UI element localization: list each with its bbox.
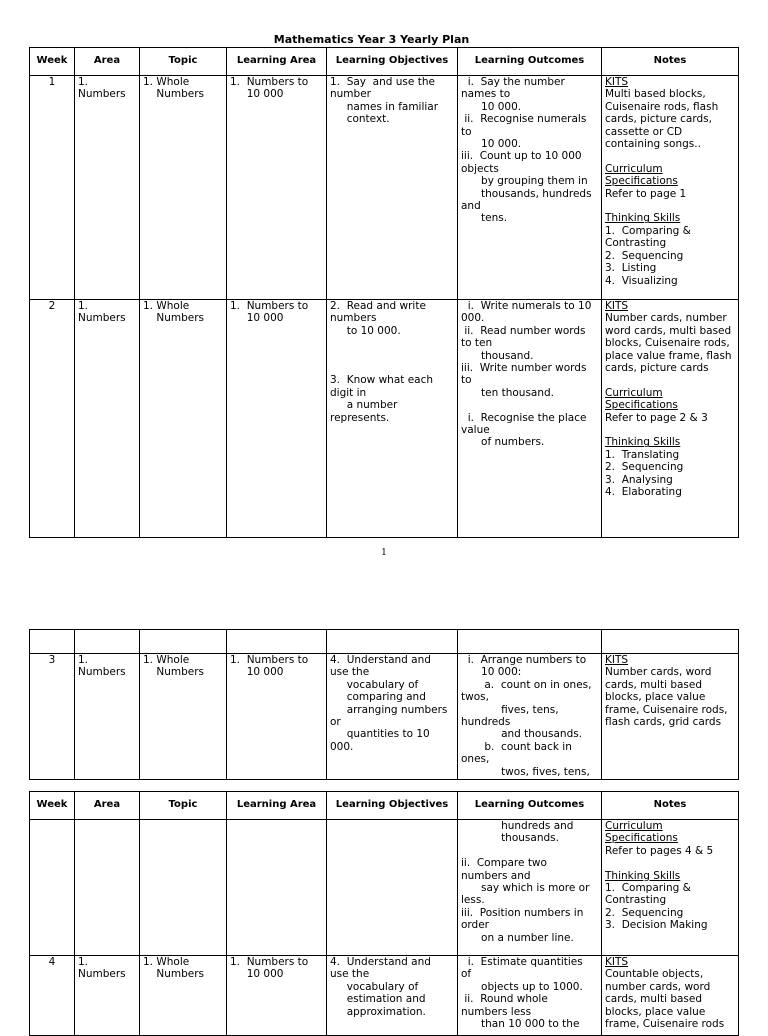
- area-cell: [75, 300, 140, 538]
- notes-line: frame, Cuisenaire rods: [605, 1018, 725, 1031]
- header-topic: Topic: [140, 792, 227, 820]
- notes-line: 3. Decision Making: [605, 919, 708, 932]
- cell-line: a. count on in ones,: [461, 678, 592, 691]
- notes-line: blocks, place value: [605, 1005, 706, 1018]
- notes-line: cards, multi based: [605, 678, 703, 691]
- notes-line: place value frame, flash: [605, 349, 732, 362]
- cell-line: 10 000: [230, 88, 284, 101]
- cell-line: numbers less: [461, 1005, 532, 1018]
- notes-line: 4. Elaborating: [605, 486, 682, 499]
- cell-line: [330, 362, 454, 374]
- notes-line: containing songs..: [605, 138, 701, 151]
- cell-line: of numbers.: [461, 436, 545, 449]
- table-row: [30, 76, 739, 300]
- cell-line: 4. Understand and: [330, 654, 431, 666]
- cell-line: to ten: [461, 337, 493, 350]
- header-learning-objectives: Learning Objectives: [327, 792, 458, 820]
- cell-line: [330, 337, 454, 349]
- notes-line: cards, picture cards: [605, 362, 709, 375]
- week-cell: 1: [30, 76, 75, 300]
- notes-heading: Curriculum: [605, 162, 663, 175]
- cell-line: use the: [330, 968, 370, 981]
- cell-line: 1.: [78, 300, 89, 312]
- cell-line: ii. Compare two: [461, 857, 547, 870]
- notes-cell: [602, 76, 739, 300]
- header-learning-area: Learning Area: [227, 48, 327, 76]
- header-topic: Topic: [140, 48, 227, 76]
- cell-line: 1.: [78, 654, 89, 666]
- notes-line: Refer to page 2 & 3: [605, 411, 708, 424]
- week-cell: 4: [30, 956, 75, 1036]
- notes-line: Multi based blocks,: [605, 88, 706, 101]
- cell-line: thousands.: [461, 832, 559, 845]
- cell-line: i. Say the number: [461, 76, 565, 88]
- area-cell: [75, 654, 140, 780]
- notes-heading: KITS: [605, 956, 629, 968]
- header-learning-area: Learning Area: [227, 792, 327, 820]
- notes-line: 2. Sequencing: [605, 906, 684, 919]
- cell-line: i. Arrange numbers to: [461, 654, 587, 666]
- cell-line: or: [330, 716, 341, 729]
- notes-line: 1. Comparing &: [605, 882, 691, 895]
- cell-line: digit in: [330, 386, 367, 399]
- cell-line: numbers and: [461, 869, 531, 882]
- cell-line: of: [461, 968, 472, 981]
- notes-line: [605, 424, 735, 436]
- yearly-plan-table-2: [29, 629, 739, 780]
- cell-line: names to: [461, 88, 511, 101]
- table-row: [30, 300, 739, 538]
- cell-line: 1. Whole: [143, 300, 190, 312]
- cell-line: 1. Numbers to: [230, 956, 309, 968]
- cell-line: Numbers: [143, 666, 205, 679]
- topic-cell: [140, 654, 227, 780]
- outcomes-cell: [458, 654, 602, 780]
- notes-line: number cards, word: [605, 980, 711, 993]
- cell-line: objects up to 1000.: [461, 980, 583, 993]
- header-learning-outcomes: Learning Outcomes: [458, 792, 602, 820]
- header-row: [30, 792, 739, 820]
- cell-line: objects: [461, 162, 499, 175]
- header-notes: Notes: [602, 792, 739, 820]
- objectives-cell: [327, 654, 458, 780]
- cell-line: i. Estimate quantities: [461, 956, 583, 968]
- cell-line: context.: [330, 113, 390, 126]
- cell-line: hundreds and: [461, 820, 574, 832]
- notes-line: blocks, Cuisenaire rods,: [605, 337, 730, 350]
- notes-line: [605, 857, 735, 869]
- outcomes-cell: [458, 76, 602, 300]
- cell-line: 4. Understand and: [330, 956, 431, 968]
- cell-line: to 10 000.: [330, 324, 401, 337]
- cell-line: iii. Count up to 10 000: [461, 150, 582, 163]
- yearly-plan-table-3: [29, 791, 739, 1036]
- notes-line: Number cards, word: [605, 666, 712, 679]
- cell-line: 10 000: [230, 312, 284, 325]
- header-area: Area: [75, 48, 140, 76]
- cell-line: and thousands.: [461, 728, 583, 741]
- cell-line: to: [461, 374, 472, 387]
- cell-line: 10 000:: [461, 666, 522, 679]
- cell-line: hundreds: [461, 716, 511, 729]
- cell-line: 1. Whole: [143, 956, 190, 968]
- cell-line: i. Recognise the place: [461, 411, 587, 424]
- cell-line: [330, 350, 454, 362]
- cell-line: 3. Know what each: [330, 374, 434, 387]
- cell-line: value: [461, 424, 490, 437]
- notes-heading: Specifications: [605, 175, 678, 188]
- learning-area-cell: [227, 76, 327, 300]
- cell-line: ii. Round whole: [461, 993, 548, 1006]
- cell-line: 1. Whole: [143, 654, 190, 666]
- cell-line: less.: [461, 894, 485, 907]
- cell-line: 1. Numbers to: [230, 300, 309, 312]
- notes-line: 2. Sequencing: [605, 249, 684, 262]
- cell-line: and: [461, 200, 481, 213]
- notes-heading: Curriculum: [605, 820, 663, 832]
- cell-line: on a number line.: [461, 931, 574, 944]
- table-row: [30, 820, 739, 956]
- cell-line: twos, fives, tens,: [461, 765, 590, 778]
- notes-line: cassette or CD: [605, 125, 683, 138]
- cell-line: twos,: [461, 691, 489, 704]
- cell-line: 1.: [78, 76, 89, 88]
- notes-line: 1. Translating: [605, 448, 680, 461]
- cell-line: a number: [330, 399, 398, 412]
- cell-line: ten thousand.: [461, 386, 555, 399]
- cell-line: comparing and: [330, 691, 426, 704]
- cell-line: than 10 000 to the: [461, 1018, 580, 1031]
- table-row: [30, 654, 739, 780]
- notes-line: frame, Cuisenaire rods,: [605, 703, 728, 716]
- objectives-cell: [327, 300, 458, 538]
- page-number: 1: [381, 548, 387, 558]
- notes-heading: Thinking Skills: [605, 212, 681, 225]
- cell-line: 1. Numbers to: [230, 654, 309, 666]
- cell-line: represents.: [330, 411, 390, 424]
- cell-line: 1. Numbers to: [230, 76, 309, 88]
- cell-line: thousand.: [461, 349, 534, 362]
- cell-line: by grouping them in: [461, 175, 588, 188]
- cell-line: number: [330, 88, 371, 101]
- cell-line: 10 000: [230, 666, 284, 679]
- cell-line: 10 000: [230, 968, 284, 981]
- notes-heading: KITS: [605, 300, 629, 312]
- cell-line: estimation and: [330, 993, 426, 1006]
- week-cell: 3: [30, 654, 75, 780]
- cell-line: names in familiar: [330, 100, 439, 113]
- cell-line: Numbers: [143, 968, 205, 981]
- cell-line: 1. Say and use the: [330, 76, 435, 88]
- cell-line: fives, tens,: [461, 703, 559, 716]
- notes-heading: Specifications: [605, 832, 678, 845]
- notes-line: cards, multi based: [605, 993, 703, 1006]
- cell-line: Numbers: [78, 666, 126, 679]
- header-area: Area: [75, 792, 140, 820]
- header-learning-objectives: Learning Objectives: [327, 48, 458, 76]
- notes-line: Contrasting: [605, 237, 667, 250]
- topic-cell: [140, 76, 227, 300]
- notes-line: 4. Visualizing: [605, 274, 678, 287]
- blank-header-row: [30, 630, 739, 654]
- header-week: Week: [30, 48, 75, 76]
- header-notes: Notes: [602, 48, 739, 76]
- cell-line: 2. Read and write: [330, 300, 426, 312]
- notes-heading: KITS: [605, 654, 629, 666]
- cell-line: vocabulary of: [330, 678, 419, 691]
- notes-line: Contrasting: [605, 894, 667, 907]
- outcomes-cell: [458, 820, 602, 956]
- objectives-cell: [327, 76, 458, 300]
- notes-heading: Curriculum: [605, 386, 663, 399]
- notes-line: Refer to page 1: [605, 187, 687, 200]
- notes-line: Number cards, number: [605, 312, 727, 325]
- cell-line: Numbers: [143, 88, 205, 101]
- cell-line: to: [461, 125, 472, 138]
- cell-line: tens.: [461, 212, 508, 225]
- notes-heading: Thinking Skills: [605, 869, 681, 882]
- area-cell: [75, 76, 140, 300]
- header-week: Week: [30, 792, 75, 820]
- page-title: Mathematics Year 3 Yearly Plan: [273, 33, 470, 46]
- notes-line: Refer to pages 4 & 5: [605, 844, 714, 857]
- cell-line: Numbers: [78, 88, 126, 101]
- notes-heading: Thinking Skills: [605, 436, 681, 449]
- cell-line: Numbers: [78, 968, 126, 981]
- cell-line: [461, 399, 598, 411]
- cell-line: b. count back in: [461, 740, 572, 753]
- notes-line: 3. Analysing: [605, 473, 673, 486]
- topic-cell: [140, 300, 227, 538]
- learning-area-cell: [227, 654, 327, 780]
- notes-line: flash cards, grid cards: [605, 716, 722, 729]
- notes-cell: [602, 654, 739, 780]
- cell-line: 1. Whole: [143, 76, 190, 88]
- notes-line: 1. Comparing &: [605, 224, 691, 237]
- cell-line: iii. Write number words: [461, 362, 587, 375]
- notes-line: word cards, multi based: [605, 324, 732, 337]
- cell-line: Numbers: [143, 312, 205, 325]
- cell-line: 1.: [78, 956, 89, 968]
- notes-line: [605, 374, 735, 386]
- week-cell: 2: [30, 300, 75, 538]
- yearly-plan-table-1: [29, 47, 739, 538]
- cell-line: 000.: [461, 312, 485, 325]
- notes-line: [605, 200, 735, 212]
- notes-line: [605, 150, 735, 162]
- header-row: [30, 48, 739, 76]
- cell-line: order: [461, 919, 489, 932]
- notes-line: cards, picture cards,: [605, 113, 712, 126]
- notes-cell: [602, 300, 739, 538]
- cell-line: ii. Recognise numerals: [461, 113, 587, 126]
- cell-line: Numbers: [78, 312, 126, 325]
- header-learning-outcomes: Learning Outcomes: [458, 48, 602, 76]
- cell-line: thousands, hundreds: [461, 187, 592, 200]
- cell-line: ones,: [461, 753, 490, 766]
- cell-line: approximation.: [330, 1005, 426, 1018]
- cell-line: [461, 845, 598, 857]
- cell-line: ii. Read number words: [461, 324, 586, 337]
- notes-cell: [602, 820, 739, 956]
- notes-heading: Specifications: [605, 399, 678, 412]
- notes-heading: KITS: [605, 76, 629, 88]
- cell-line: arranging numbers: [330, 703, 448, 716]
- cell-line: quantities to 10: [330, 728, 430, 741]
- cell-line: 10 000.: [461, 100, 522, 113]
- cell-line: iii. Position numbers in: [461, 906, 584, 919]
- cell-line: vocabulary of: [330, 980, 419, 993]
- notes-line: blocks, place value: [605, 691, 706, 704]
- cell-line: use the: [330, 666, 370, 679]
- notes-line: 2. Sequencing: [605, 461, 684, 474]
- cell-line: numbers: [330, 312, 377, 325]
- cell-line: 000.: [330, 740, 354, 753]
- cell-line: say which is more or: [461, 882, 590, 895]
- outcomes-cell: [458, 300, 602, 538]
- learning-area-cell: [227, 300, 327, 538]
- notes-line: Countable objects,: [605, 968, 704, 981]
- cell-line: i. Write numerals to 10: [461, 300, 592, 312]
- notes-line: Cuisenaire rods, flash: [605, 100, 719, 113]
- notes-line: 3. Listing: [605, 262, 657, 275]
- cell-line: 10 000.: [461, 138, 522, 151]
